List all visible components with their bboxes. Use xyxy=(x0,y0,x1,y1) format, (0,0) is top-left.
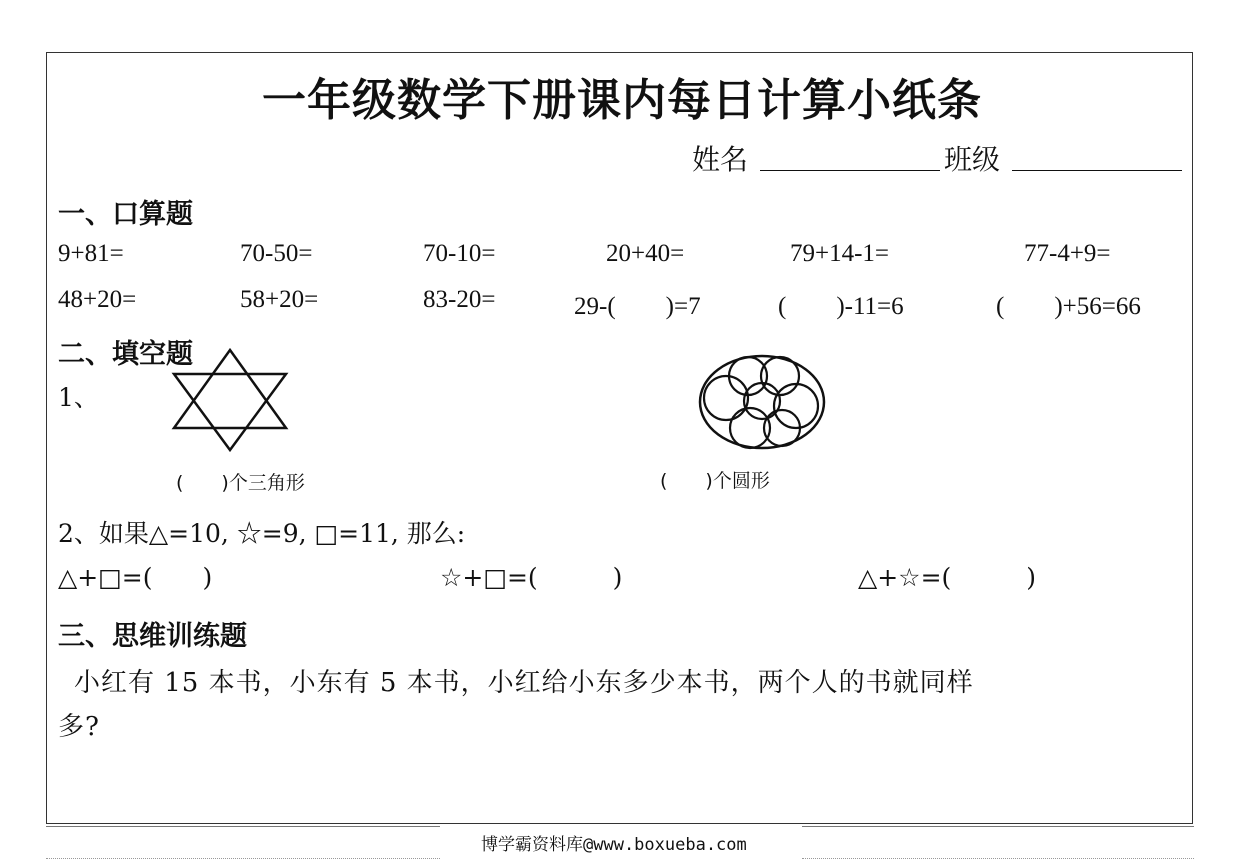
name-blank[interactable] xyxy=(760,170,940,171)
oral-problem: 70-10= xyxy=(423,240,496,267)
question-number: 1、 xyxy=(58,383,99,412)
footer-dotted-right xyxy=(802,858,1194,859)
symbol-expression: △+□=( ) xyxy=(58,563,213,592)
circles-in-ellipse-icon xyxy=(698,354,826,450)
symbol-expression: △+☆=( ) xyxy=(858,563,1037,592)
oral-problem: 20+40= xyxy=(606,240,685,267)
oral-problem: 29-( )=7 xyxy=(574,293,701,320)
six-pointed-star-icon xyxy=(170,346,290,454)
footer-watermark: 博学霸资料库@www.boxueba.com xyxy=(481,835,747,855)
oral-problem: ( )-11=6 xyxy=(778,293,904,320)
footer-rule-right xyxy=(802,826,1194,827)
oral-problem: 9+81= xyxy=(58,240,124,267)
oral-problem: 58+20= xyxy=(240,286,319,313)
footer-rule-left xyxy=(46,826,440,827)
oral-problem: 79+14-1= xyxy=(790,240,890,267)
section-heading-oral: 一、口算题 xyxy=(58,199,193,230)
section-heading-thinking: 三、思维训练题 xyxy=(58,621,247,652)
name-label: 姓名 xyxy=(692,143,749,176)
class-label: 班级 xyxy=(944,143,1001,176)
circle-count-caption: ( )个圆形 xyxy=(660,470,770,492)
oral-problem: 70-50= xyxy=(240,240,313,267)
oral-problem: 83-20= xyxy=(423,286,496,313)
question-2-text: 2、如果△=10, ☆=9, □=11, 那么: xyxy=(58,519,466,548)
section-heading-fill: 二、填空题 xyxy=(58,339,193,370)
symbol-expression: ☆+□=( ) xyxy=(440,563,623,592)
word-problem-line: 小红有 15 本书，小东有 5 本书，小红给小东多少本书，两个人的书就同样 xyxy=(74,668,974,698)
word-problem-line: 多? xyxy=(58,712,100,742)
oral-problem: 48+20= xyxy=(58,286,137,313)
triangle-count-caption: ( )个三角形 xyxy=(176,472,305,494)
class-blank[interactable] xyxy=(1012,170,1182,171)
footer-dotted-left xyxy=(46,858,440,859)
oral-problem: ( )+56=66 xyxy=(996,293,1141,320)
page-title: 一年级数学下册课内每日计算小纸条 xyxy=(262,75,982,126)
oral-problem: 77-4+9= xyxy=(1024,240,1111,267)
